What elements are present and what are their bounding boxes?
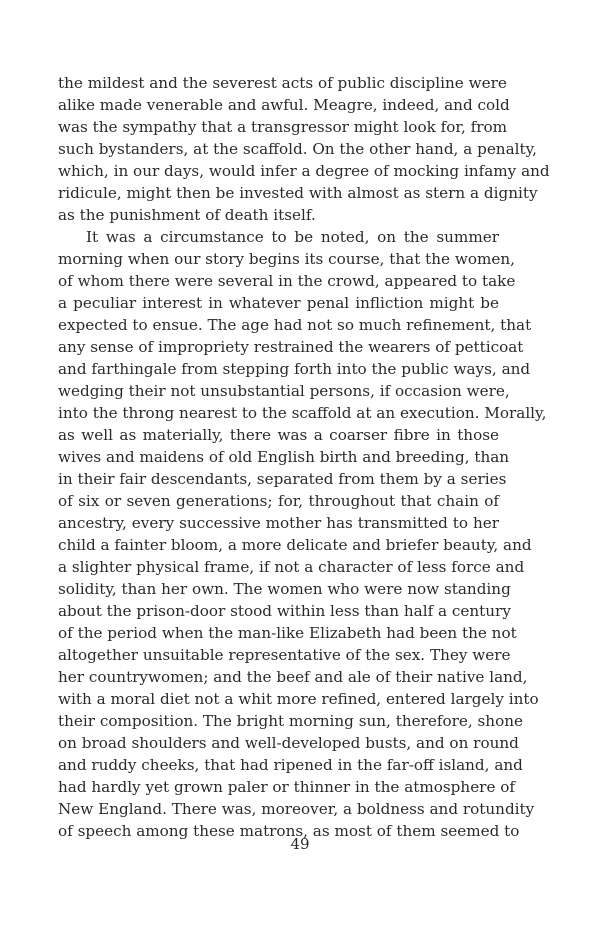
- text-line: expected to ensue. The age had not so much refinement, that: [58, 316, 532, 334]
- text-line: which, in our days, would infer a degree of mocking infamy and: [58, 162, 550, 180]
- text-line: It was a circumstance to be noted, on the summer: [86, 228, 499, 246]
- text-line: her countrywomen; and the beef and ale of their native land,: [58, 668, 528, 686]
- text-line: with a moral diet not a whit more refined, entered largely into: [58, 690, 539, 708]
- page-body: [58, 72, 550, 842]
- page-number: 49: [290, 835, 310, 853]
- text-line: altogether unsuitable representative of the sex. They were: [58, 646, 511, 664]
- text-line: ridicule, might then be invested with almost as stern a dignity: [58, 184, 538, 202]
- text-line: on broad shoulders and well-developed busts, and on round: [58, 734, 519, 752]
- text-line: ancestry, every successive mother has transmitted to her: [58, 514, 499, 532]
- text-line: of the period when the man-like Elizabeth had been the not: [58, 624, 517, 642]
- text-line: a slighter physical frame, if not a character of less force and: [58, 558, 525, 576]
- text-line: of speech among these matrons, as most of them seemed to: [58, 822, 520, 840]
- text-line: had hardly yet grown paler or thinner in the atmosphere of: [58, 778, 516, 796]
- text-line: the mildest and the severest acts of public discipline were: [58, 74, 507, 92]
- text-line: a peculiar interest in whatever penal infliction might be: [58, 294, 499, 312]
- text-line: as the punishment of death itself.: [58, 206, 316, 224]
- text-line: of six or seven generations; for, throughout that chain of: [58, 492, 499, 510]
- text-line: any sense of impropriety restrained the wearers of petticoat: [58, 338, 524, 356]
- text-line: solidity, than her own. The women who were now standing: [58, 580, 511, 598]
- text-line: of whom there were several in the crowd, appeared to take: [58, 272, 516, 290]
- text-line: about the prison-door stood within less than half a century: [58, 602, 511, 620]
- text-line: was the sympathy that a transgressor might look for, from: [58, 118, 508, 136]
- text-line: wedging their not unsubstantial persons, if occasion were,: [58, 382, 510, 400]
- text-line: morning when our story begins its course, that the women,: [58, 250, 515, 268]
- text-line: alike made venerable and awful. Meagre, indeed, and cold: [58, 96, 510, 114]
- text-line: as well as materially, there was a coarser fibre in those: [58, 426, 499, 444]
- text-line: wives and maidens of old English birth and breeding, than: [58, 448, 510, 466]
- text-line: and ruddy cheeks, that had ripened in the far-off island, and: [58, 756, 523, 774]
- text-line: their composition. The bright morning sun, therefore, shone: [58, 712, 523, 730]
- text-line: into the throng nearest to the scaffold at an execution. Morally,: [58, 404, 547, 422]
- text-line: in their fair descendants, separated from them by a series: [58, 470, 507, 488]
- text-line: and farthingale from stepping forth into the public ways, and: [58, 360, 531, 378]
- text-line: child a fainter bloom, a more delicate and briefer beauty, and: [58, 536, 532, 554]
- text-line: New England. There was, moreover, a boldness and rotundity: [58, 800, 535, 818]
- text-line: such bystanders, at the scaffold. On the other hand, a penalty,: [58, 140, 537, 158]
